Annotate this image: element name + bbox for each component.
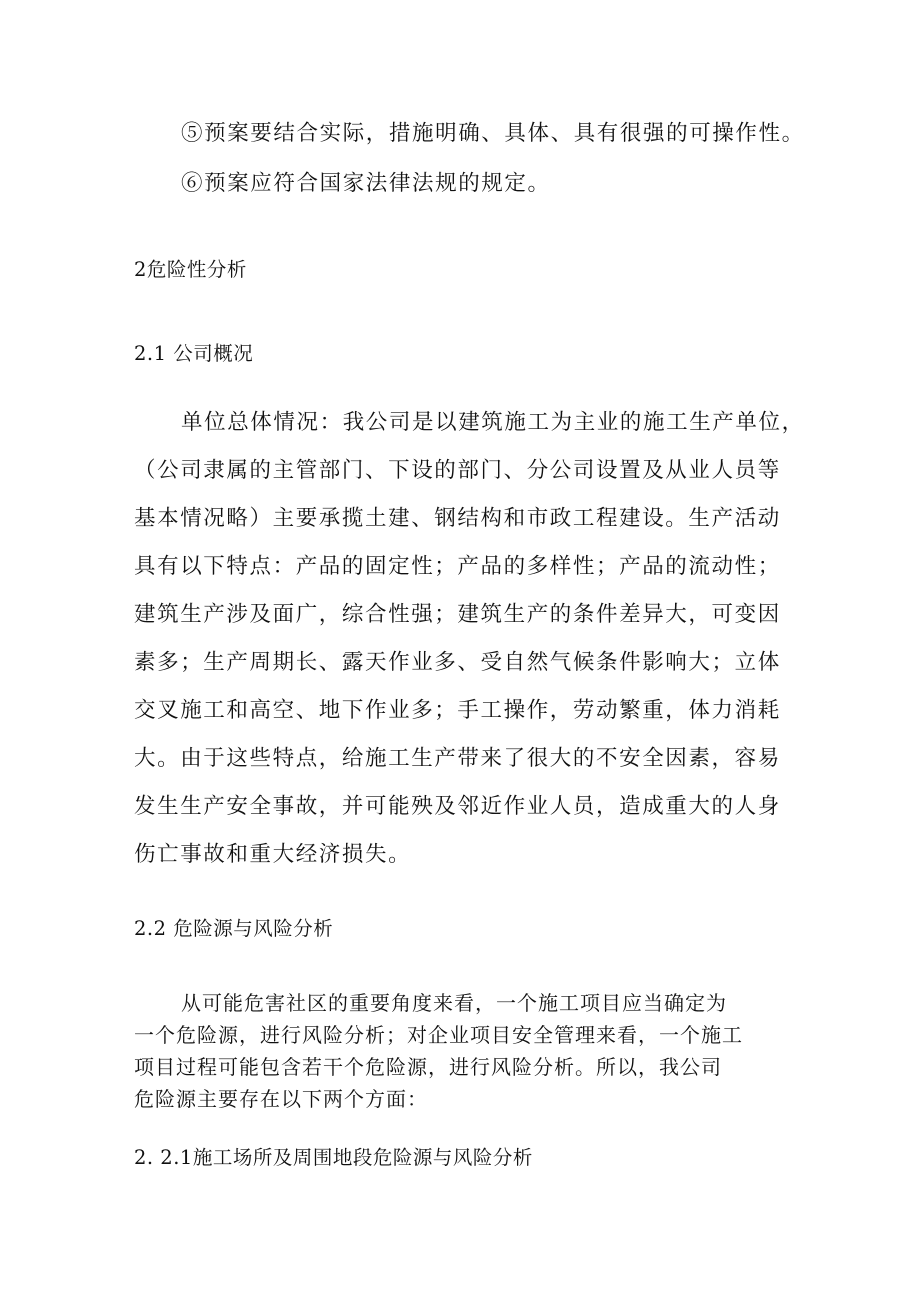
company-paragraph-line: 基本情况略）主要承揽土建、钢结构和市政工程建设。生产活动 [134,506,781,531]
company-paragraph-line: 单位总体情况：我公司是以建筑施工为主业的施工生产单位， [181,410,805,435]
company-paragraph-line: 伤亡事故和重大经济损失。 [134,842,412,867]
section-2-heading: 2危险性分析 [134,258,247,281]
company-paragraph-line: （公司隶属的主管部门、下设的部门、分公司设置及从业人员等 [134,458,781,483]
list-item-6: ⑥预案应符合国家法律法规的规定。 [181,171,551,196]
hazard-paragraph-line: 项目过程可能包含若干个危险源，进行风险分析。所以，我公司 [134,1055,722,1079]
company-paragraph-line: 大。由于这些特点，给施工生产带来了很大的不安全因素，容易 [134,746,781,771]
section-2-1-heading: 2.1 公司概况 [134,342,254,365]
section-2-2-heading: 2.2 危险源与风险分析 [134,917,334,940]
company-paragraph-line: 素多；生产周期长、露天作业多、受自然气候条件影响大；立体 [134,650,781,675]
hazard-paragraph-line: 一个危险源，进行风险分析；对企业项目安全管理来看，一个施工 [134,1023,743,1047]
section-2-2-1-heading: 2. 2.1施工场所及周围地段危险源与风险分析 [134,1146,533,1169]
company-paragraph-line: 交叉施工和高空、地下作业多；手工操作，劳动繁重，体力消耗 [134,698,781,723]
hazard-paragraph-line: 危险源主要存在以下两个方面： [134,1087,428,1111]
list-item-5: ⑤预案要结合实际，措施明确、具体、具有很强的可操作性。 [181,121,805,146]
hazard-paragraph-line: 从可能危害社区的重要角度来看，一个施工项目应当确定为 [181,991,727,1015]
company-paragraph-line: 建筑生产涉及面广，综合性强；建筑生产的条件差异大，可变因 [134,602,781,627]
company-paragraph-line: 发生生产安全事故，并可能殃及邻近作业人员，造成重大的人身 [134,794,781,819]
company-paragraph-line: 具有以下特点：产品的固定性；产品的多样性；产品的流动性； [134,554,781,579]
